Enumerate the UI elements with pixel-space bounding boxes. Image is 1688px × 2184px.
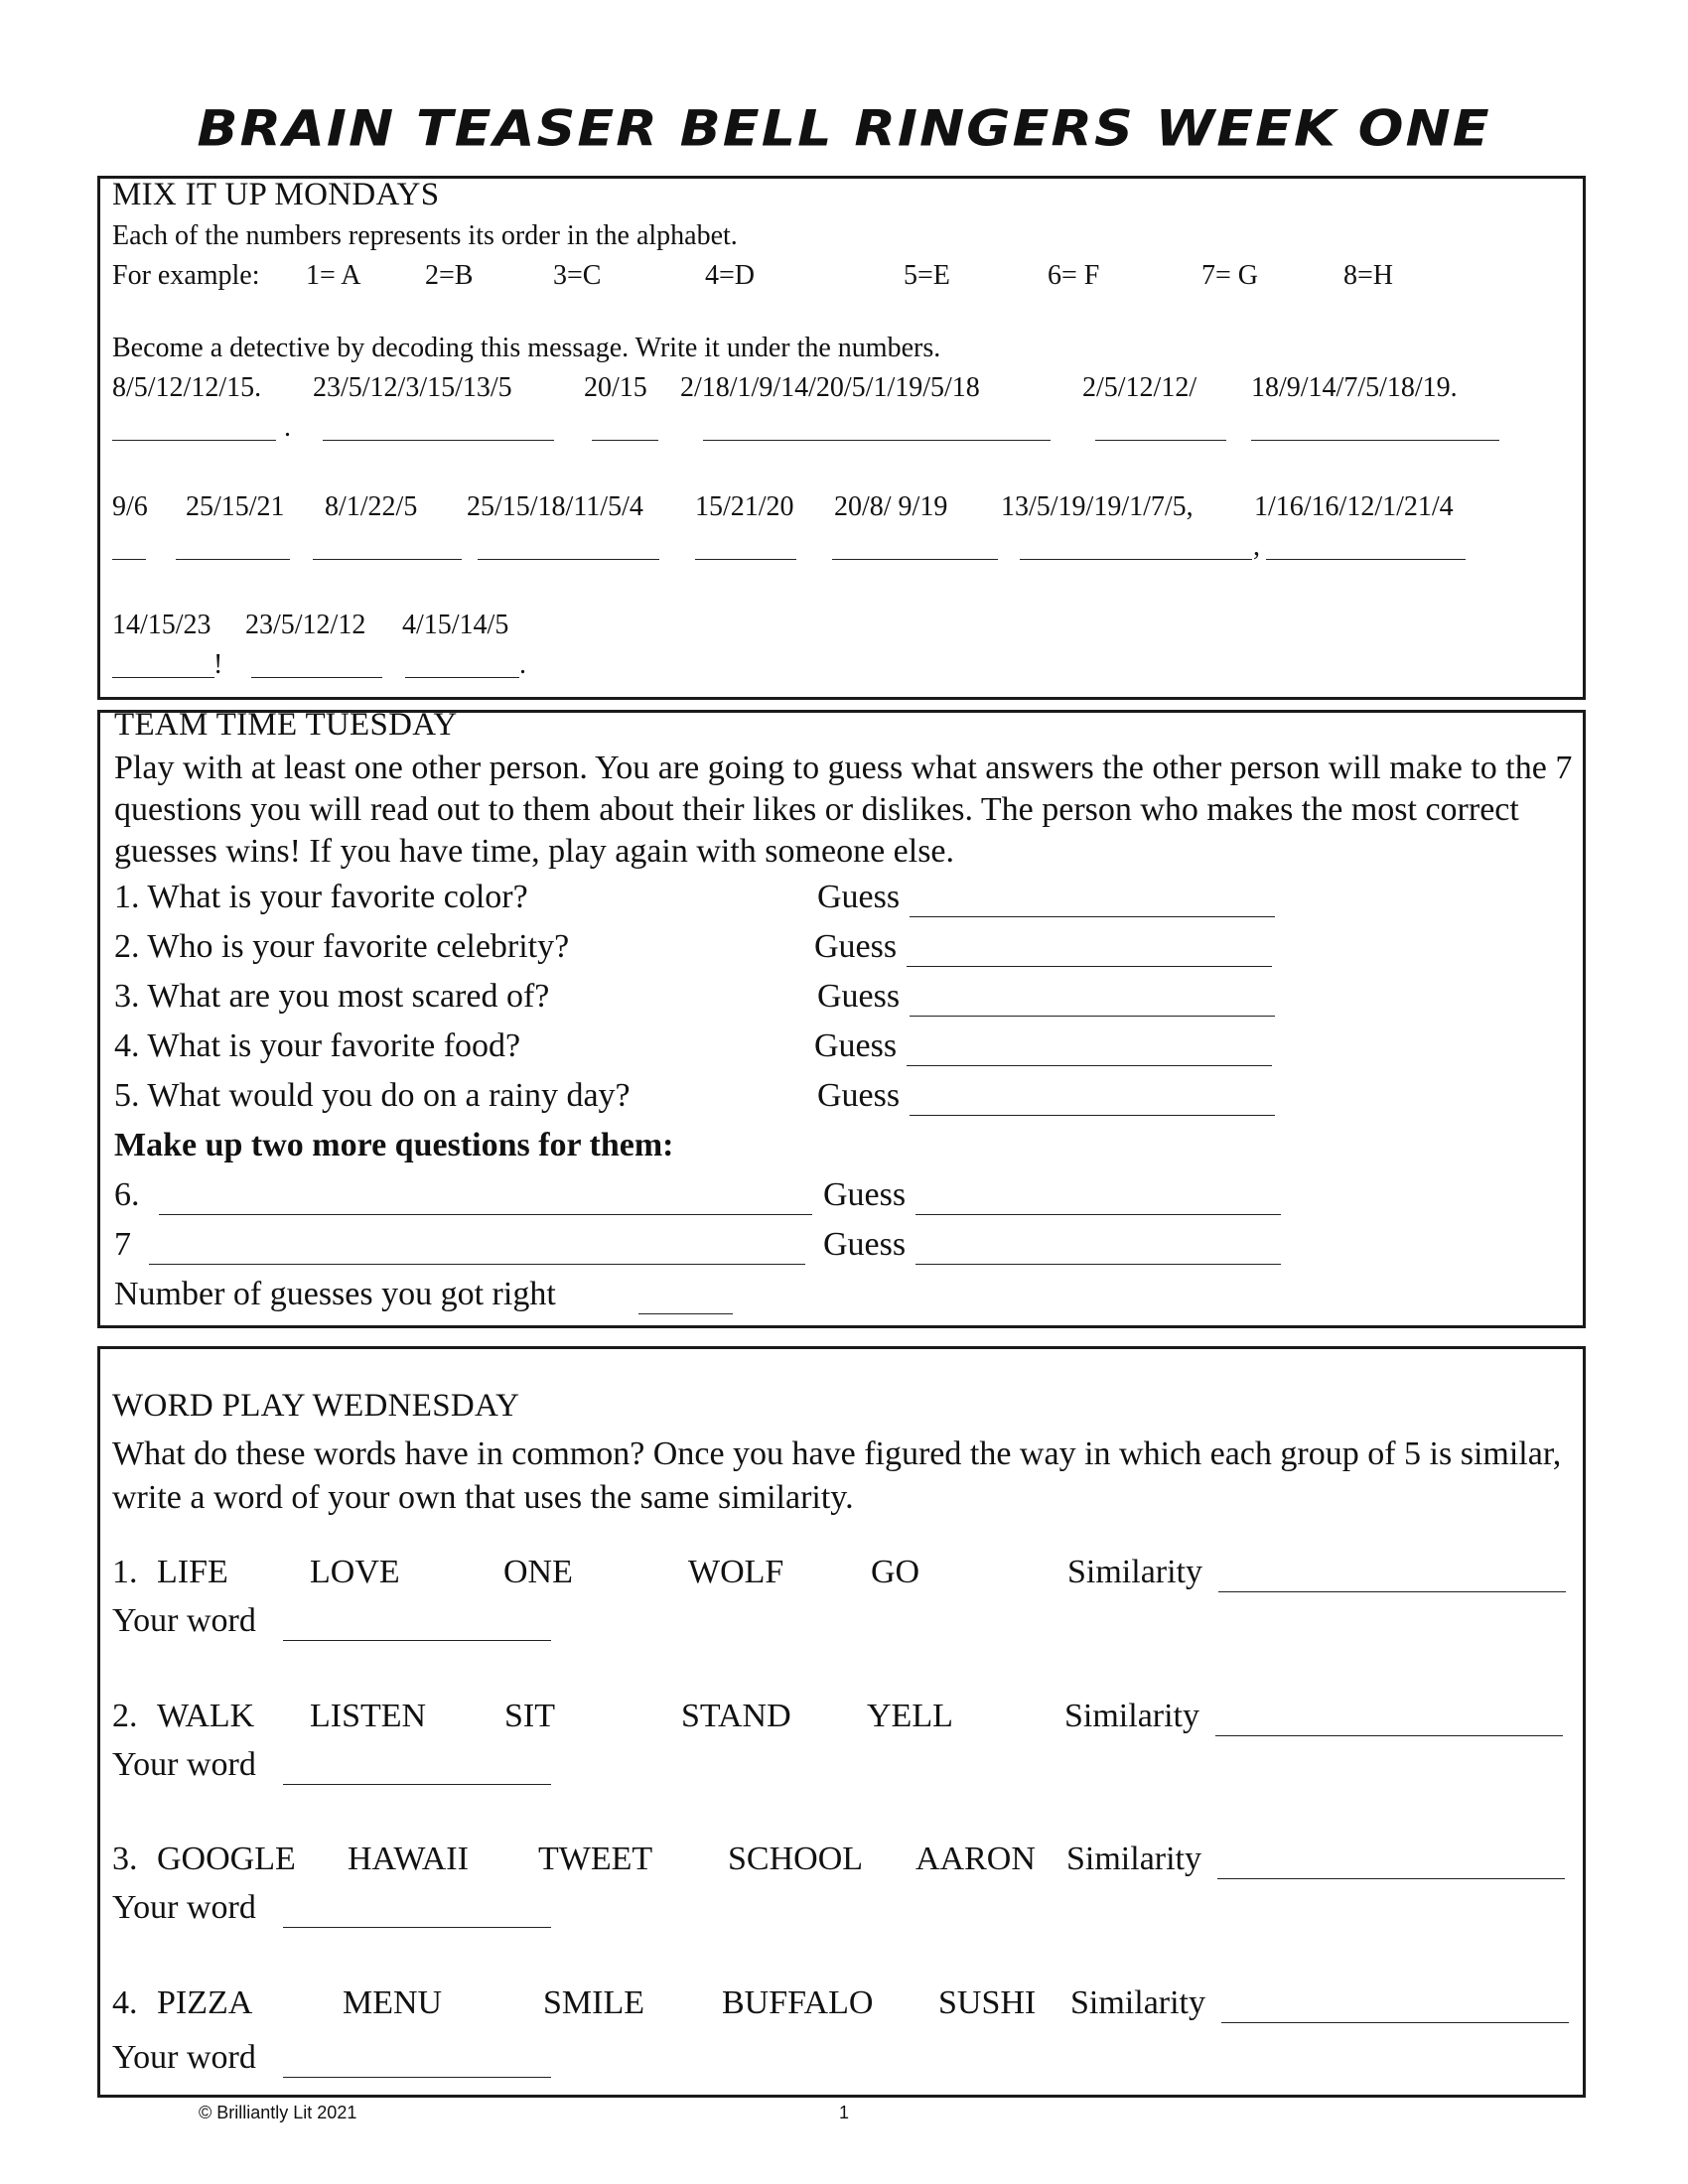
monday-instruction: Become a detective by decoding this message. Write it under the numbers. [112,333,941,363]
page-title: BRAIN TEASER BELL RINGERS WEEK ONE [197,99,1491,158]
example-e: 5=E [904,260,950,291]
guess-blank[interactable] [907,1065,1272,1066]
monday-intro: Each of the numbers represents its order in the alphabet. [112,220,738,251]
guess-label: Guess [817,978,901,1015]
guess-blank[interactable] [910,1115,1275,1116]
code-word: 23/5/12/12 [245,610,366,640]
tuesday-heading: TEAM TIME TUESDAY [114,707,458,743]
group-word: HAWAII [348,1841,469,1877]
code-word: 20/15 [584,372,647,403]
answer-blank[interactable] [695,559,796,560]
answer-blank[interactable] [703,440,1051,441]
group-word: WALK [157,1698,255,1734]
group-number: 1. [112,1554,138,1590]
answer-blank[interactable] [251,677,382,678]
example-a: 1= A [306,260,361,291]
code-word: 18/9/14/7/5/18/19. [1251,372,1458,403]
answer-blank[interactable] [1266,559,1466,560]
group-word: WOLF [688,1554,784,1590]
similarity-label: Similarity [1070,1984,1205,2021]
example-g: 7= G [1201,260,1259,291]
answer-blank[interactable] [176,559,290,560]
question-4: 4. What is your favorite food? [114,1027,521,1064]
answer-blank[interactable] [592,440,658,441]
guess-label: Guess [817,1077,901,1114]
example-label: For example: [112,260,260,291]
answer-blank[interactable] [832,559,998,560]
similarity-label: Similarity [1064,1698,1199,1734]
group-word: GOOGLE [157,1841,296,1877]
guess-blank[interactable] [915,1264,1281,1265]
monday-heading: MIX IT UP MONDAYS [112,177,440,212]
answer-punctuation: , [1253,531,1260,562]
answer-blank[interactable] [1020,559,1252,560]
question-6-blank[interactable] [159,1214,812,1215]
question-3: 3. What are you most scared of? [114,978,550,1015]
guess-label: Guess [814,1027,898,1064]
your-word-blank[interactable] [283,2077,551,2078]
example-h: 8=H [1343,260,1394,291]
code-word: 8/5/12/12/15. [112,372,262,403]
code-word: 13/5/19/19/1/7/5, [1001,491,1194,522]
guess-blank[interactable] [915,1214,1281,1215]
answer-blank[interactable] [1095,440,1226,441]
make-up-instruction: Make up two more questions for them: [114,1127,674,1163]
guess-label: Guess [823,1176,907,1213]
group-word: LIFE [157,1554,228,1590]
group-word: SUSHI [938,1984,1037,2021]
question-7-blank[interactable] [149,1264,805,1265]
your-word-blank[interactable] [283,1640,551,1641]
similarity-blank[interactable] [1215,1735,1563,1736]
code-word: 8/1/22/5 [325,491,418,522]
group-word: LOVE [310,1554,400,1590]
example-c: 3=C [553,260,602,291]
example-f: 6= F [1048,260,1100,291]
group-word: TWEET [538,1841,653,1877]
group-word: PIZZA [157,1984,253,2021]
guess-blank[interactable] [907,966,1272,967]
copyright: © Brilliantly Lit 2021 [199,2103,357,2122]
code-word: 2/5/12/12/ [1082,372,1197,403]
example-b: 2=B [425,260,474,291]
group-word: ONE [503,1554,573,1590]
group-word: SIT [504,1698,555,1734]
question-7-number: 7 [114,1226,131,1263]
answer-blank[interactable] [313,559,462,560]
guess-label: Guess [814,928,898,965]
code-word: 25/15/18/11/5/4 [467,491,643,522]
your-word-blank[interactable] [283,1784,551,1785]
code-word: 1/16/16/12/1/21/4 [1254,491,1454,522]
group-word: MENU [343,1984,443,2021]
your-word-label: Your word [112,1746,256,1783]
answer-punctuation: ! [213,649,223,680]
answer-blank[interactable] [478,559,659,560]
code-word: 2/18/1/9/14/20/5/1/19/5/18 [680,372,980,403]
similarity-blank[interactable] [1221,2022,1569,2023]
answer-blank[interactable] [323,440,554,441]
answer-blank[interactable] [112,559,146,560]
group-word: STAND [681,1698,791,1734]
similarity-blank[interactable] [1217,1878,1565,1879]
your-word-blank[interactable] [283,1927,551,1928]
wednesday-heading: WORD PLAY WEDNESDAY [112,1388,520,1424]
code-word: 20/8/ 9/19 [834,491,948,522]
group-word: BUFFALO [722,1984,874,2021]
page-number: 1 [839,2103,850,2122]
answer-blank[interactable] [112,440,276,441]
score-blank[interactable] [638,1313,733,1314]
group-number: 4. [112,1984,138,2021]
group-word: SMILE [543,1984,644,2021]
guess-blank[interactable] [910,916,1275,917]
your-word-label: Your word [112,1602,256,1639]
code-word: 14/15/23 [112,610,211,640]
group-word: GO [871,1554,920,1590]
code-word: 25/15/21 [186,491,285,522]
wednesday-intro: What do these words have in common? Once you have figured the way in which each group of 5 is similar, write a word of your own that uses the same similarity. [112,1435,1562,1516]
guess-label: Guess [823,1226,907,1263]
answer-blank[interactable] [112,677,214,678]
your-word-label: Your word [112,2039,256,2076]
group-number: 2. [112,1698,138,1734]
guess-blank[interactable] [910,1016,1275,1017]
question-2: 2. Who is your favorite celebrity? [114,928,570,965]
your-word-label: Your word [112,1889,256,1926]
similarity-label: Similarity [1066,1841,1201,1877]
similarity-blank[interactable] [1218,1591,1566,1592]
answer-punctuation: . [519,649,526,680]
code-word: 4/15/14/5 [402,610,509,640]
score-label: Number of guesses you got right [114,1276,556,1312]
guess-label: Guess [817,879,901,915]
answer-blank[interactable] [405,677,519,678]
group-word: LISTEN [310,1698,427,1734]
group-word: AARON [915,1841,1036,1877]
similarity-label: Similarity [1067,1554,1202,1590]
answer-blank[interactable] [1251,440,1499,441]
question-1: 1. What is your favorite color? [114,879,528,915]
group-word: SCHOOL [728,1841,864,1877]
answer-punctuation: . [284,412,291,443]
code-word: 23/5/12/3/15/13/5 [313,372,512,403]
question-5: 5. What would you do on a rainy day? [114,1077,631,1114]
question-6-number: 6. [114,1176,140,1213]
example-d: 4=D [705,260,756,291]
code-word: 9/6 [112,491,148,522]
group-word: YELL [867,1698,953,1734]
tuesday-intro: Play with at least one other person. You are going to guess what answers the other person will make to the 7 questions you will read out to them about their likes or dislikes. The person who makes the most correct guesses wins! If you have time, play again with someone else. [114,750,1573,870]
code-word: 15/21/20 [695,491,794,522]
group-number: 3. [112,1841,138,1877]
